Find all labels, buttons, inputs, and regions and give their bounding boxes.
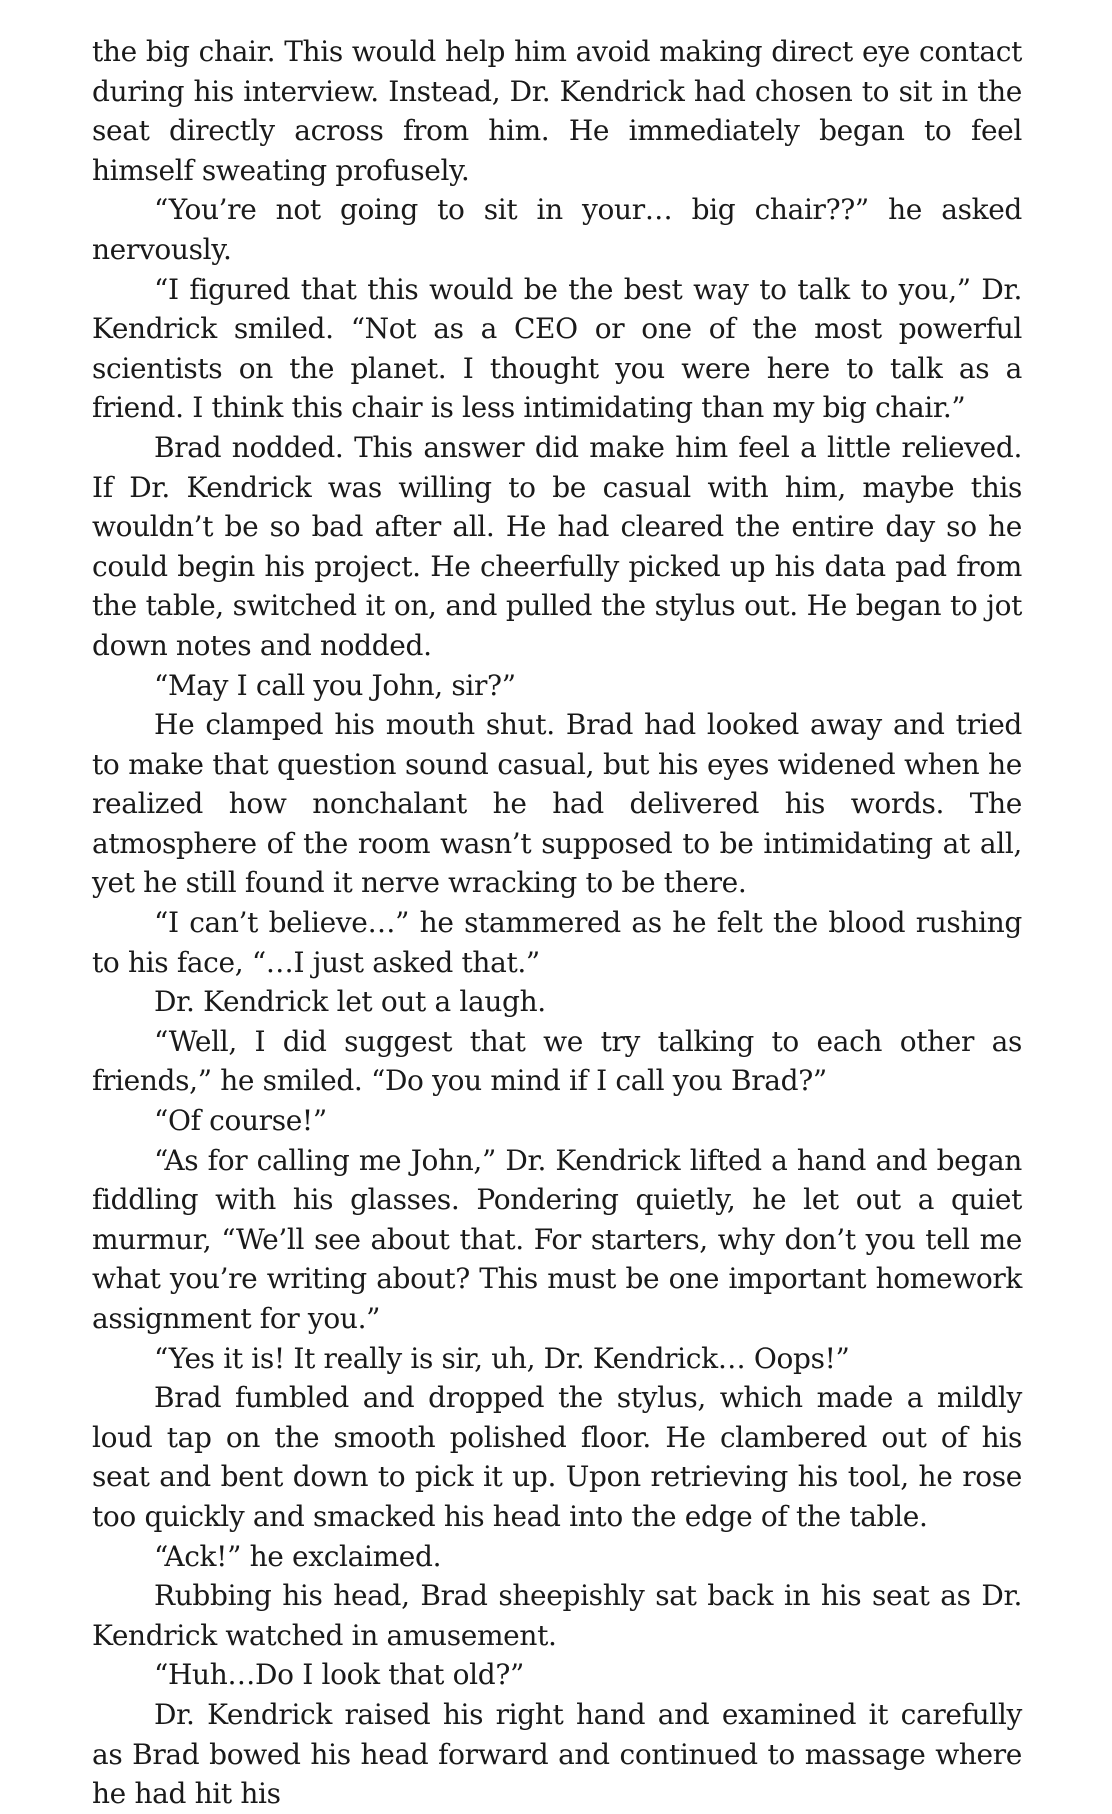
paragraph: “Huh…Do I look that old?” — [154, 1658, 524, 1692]
paragraph: “I can’t believe…” he stammered as he felt the blood rushing to his face, “…I just asked that.” — [92, 906, 1022, 979]
paragraph: “As for calling me John,” Dr. Kendrick lifted a hand and began fiddling with his glasses. Pondering quietly, he let out a quiet murmur, “We’ll see about that. For starters, why don’t you tell me what you’re writing about? This must be one important homework assignment for you.” — [92, 1143, 1022, 1335]
paragraph: “Ack!” he exclaimed. — [154, 1539, 442, 1573]
paragraph: “You’re not going to sit in your… big chair??” he asked nervously. — [92, 193, 1022, 266]
book-page — [92, 32, 1022, 1814]
paragraph: “Of course!” — [154, 1104, 327, 1138]
paragraph: “Yes it is! It really is sir, uh, Dr. Kendrick… Oops!” — [154, 1341, 850, 1375]
paragraph: Dr. Kendrick raised his right hand and examined it carefully as Brad bowed his head forward and continued to massage where he had hit his — [92, 1697, 1022, 1811]
paragraph: “May I call you John, sir?” — [154, 668, 516, 702]
paragraph: He clamped his mouth shut. Brad had looked away and tried to make that question sound casual, but his eyes widened when he realized how nonchalant he had delivered his words. The atmosphere of the room wasn’t supposed to be intimidating at all, yet he still found it nerve wracking to be there. — [92, 708, 1022, 900]
paragraph: the big chair. This would help him avoid making direct eye contact during his interview. Instead, Dr. Kendrick had chosen to sit in the seat directly across from him. He immediately began to feel himself sweating profusely. — [92, 35, 1022, 187]
paragraph: Brad nodded. This answer did make him feel a little relieved. If Dr. Kendrick was willing to be casual with him, maybe this wouldn’t be so bad after all. He had cleared the entire day so he could begin his project. He cheerfully picked up his data pad from the table, switched it on, and pulled the stylus out. He began to jot down notes and nodded. — [92, 430, 1022, 662]
paragraph: “I figured that this would be the best way to talk to you,” Dr. Kendrick smiled. “Not as a CEO or one of the most powerful scientists on the planet. I thought you were here to talk as a friend. I think this chair is less intimidating than my big chair.” — [92, 272, 1022, 425]
paragraph: Dr. Kendrick let out a laugh. — [154, 985, 546, 1019]
paragraph: Rubbing his head, Brad sheepishly sat back in his seat as Dr. Kendrick watched in amusement. — [92, 1579, 1022, 1652]
paragraph: “Well, I did suggest that we try talking to each other as friends,” he smiled. “Do you mind if I call you Brad?” — [92, 1024, 1022, 1098]
paragraph: Brad fumbled and dropped the stylus, which made a mildly loud tap on the smooth polished floor. He clambered out of his seat and bent down to pick it up. Upon retrieving his tool, he rose too quickly and smacked his head into the edge of the table. — [92, 1381, 1022, 1533]
